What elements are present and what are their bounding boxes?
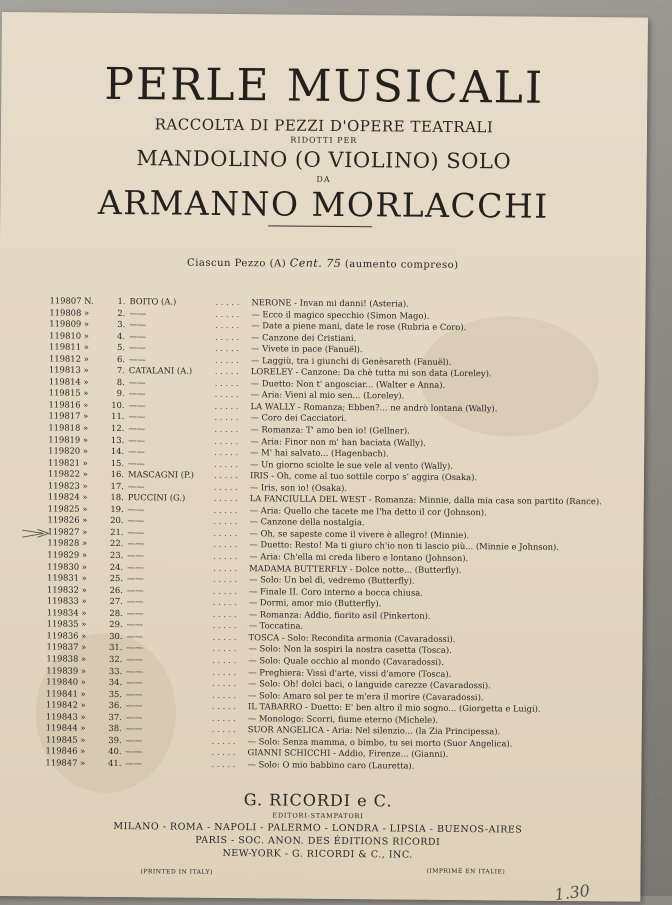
catalog-number: 26. [109, 584, 124, 595]
leader-dots: . . . . . [212, 689, 237, 700]
catalog-code: 119813 » [48, 364, 89, 376]
catalog-description: MADAMA BUTTERFLY - Dolce notte... (Butterfly). [249, 562, 462, 575]
catalog-code: 119832 » [46, 584, 87, 595]
catalog-number: 23. [109, 549, 124, 561]
catalog-description: — Finale II. Coro interno a bocca chiusa. [248, 585, 424, 598]
catalog-composer: —— [128, 411, 146, 422]
catalog-number: 12. [111, 422, 125, 434]
catalog-number: 36. [108, 700, 122, 711]
sheet-music-cover [0, 12, 648, 905]
catalog-number: 8. [116, 376, 125, 387]
leader-dots: . . . . . [212, 631, 237, 642]
leader-dots: . . . . . [214, 400, 239, 412]
catalog-composer: —— [127, 515, 145, 526]
catalog-description: GIANNI SCHICCHI - Addio, Firenze... (Gianni). [247, 747, 449, 760]
catalog-composer: —— [127, 561, 144, 572]
catalog-code: 119831 » [47, 572, 87, 583]
leader-dots: . . . . . [211, 758, 236, 769]
catalog-code: 119827 » [47, 526, 88, 537]
catalog-description: — Solo: Oh! dolci baci, o languide carezze (Cavaradossi). [248, 678, 491, 691]
catalog-number: 27. [109, 596, 123, 607]
catalog-composer: —— [128, 446, 145, 457]
leader-dots: . . . . . [214, 446, 239, 458]
catalog-number: 38. [108, 723, 122, 734]
leader-dots: . . . . . [212, 585, 237, 596]
leader-dots: . . . . . [214, 377, 239, 388]
catalog-description: — Monologo: Scorri, fiume eterno (Michele). [247, 712, 439, 725]
catalog-composer: —— [128, 434, 146, 445]
catalog-composer: —— [129, 342, 146, 353]
cities-line: PARIS - SOC. ANON. DES ÉDITIONS RICORDI [195, 834, 441, 848]
leader-dots: . . . . . [214, 458, 239, 469]
leader-dots: . . . . . [212, 620, 237, 631]
leader-dots: . . . . . [212, 643, 237, 654]
leader-dots: . . . . . [215, 308, 240, 319]
catalog-code: 119825 » [47, 503, 88, 514]
catalog-number: 34. [108, 677, 123, 688]
catalog-description: — Canzone dei Cristiani. [251, 331, 357, 343]
catalog-list [45, 295, 609, 773]
divider [268, 225, 372, 227]
leader-dots: . . . . . [212, 677, 237, 689]
catalog-code: 119815 » [48, 387, 89, 399]
catalog-description: — Un giorno sciolte le sue vele al vento (Wally). [250, 458, 454, 471]
catalog-description: — M' hai salvato... (Hagenbach). [250, 447, 389, 459]
catalog-description: NERONE - Invan mi danni! (Asteria). [251, 297, 409, 309]
catalog-code: 119839 » [46, 664, 87, 676]
catalog-composer: BOITO (A.) [129, 296, 177, 307]
catalog-number: 5. [117, 342, 126, 353]
catalog-code: 119843 » [45, 711, 86, 722]
leader-dots: . . . . . [213, 470, 238, 481]
printed-in-italy: (PRINTED IN ITALY) [140, 868, 213, 876]
leader-dots: . . . . . [214, 389, 239, 400]
catalog-code: 119841 » [46, 688, 86, 699]
catalog-code: 119842 » [45, 699, 86, 710]
catalog-code: 119821 » [48, 457, 88, 468]
price-suffix: (aumento compreso) [344, 259, 459, 271]
catalog-composer: —— [126, 619, 144, 630]
catalog-description: — Canzone della nostalgia. [249, 516, 365, 528]
leader-dots: . . . . . [212, 654, 237, 666]
catalog-description: LA FANCIULLA DEL WEST - Romanza: Minnie, dalla mia casa son partito (Rance). [249, 493, 602, 507]
leader-dots: . . . . . [212, 608, 237, 619]
catalog-composer: —— [127, 503, 145, 515]
catalog-composer: —— [125, 746, 143, 757]
publisher-name: G. RICORDI e C. [243, 790, 393, 811]
catalog-description: — Iris, son io! (Osaka). [249, 481, 348, 493]
catalog-code: 119809 » [49, 318, 90, 329]
catalog-composer: —— [126, 688, 143, 699]
leader-dots: . . . . . [215, 296, 240, 308]
catalog-code: 119807 N. [49, 295, 94, 306]
catalog-code: 119817 » [48, 410, 89, 422]
catalog-number: 40. [108, 746, 122, 757]
catalog-number: 15. [110, 457, 125, 468]
catalog-description: — Aria: Vieni al mio sen... (Loreley). [250, 389, 405, 401]
catalog-description: — Aria: Quello che tacete me l'ha detto il cor (Johnson). [249, 505, 487, 518]
catalog-composer: —— [126, 677, 143, 688]
catalog-code: 119834 » [46, 607, 87, 618]
catalog-composer: —— [129, 307, 147, 318]
catalog-description: LA WALLY - Romanza; Ebben?... ne andrò lontana (Wally). [250, 401, 498, 414]
leader-dots: . . . . . [211, 747, 236, 758]
catalog-code: 119814 » [48, 376, 89, 387]
editori-label: EDITORI-STAMPATORI [272, 811, 364, 821]
catalog-composer: —— [128, 400, 146, 411]
catalog-number: 9. [116, 388, 125, 399]
leader-dots: . . . . . [213, 481, 238, 492]
catalog-composer: PUCCINI (G.) [127, 492, 186, 503]
subtitle: RACCOLTA DI PEZZI D'OPERE TEATRALI [154, 115, 494, 137]
catalog-code: 119820 » [48, 445, 88, 456]
publisher-cities [0, 819, 641, 864]
catalog-description: — Toccatina. [248, 620, 304, 631]
leader-dots: . . . . . [211, 700, 236, 712]
catalog-number: 28. [109, 607, 123, 618]
leader-dots: . . . . . [214, 423, 239, 435]
leader-dots: . . . . . [213, 504, 238, 515]
leader-dots: . . . . . [214, 366, 239, 377]
leader-dots: . . . . . [211, 724, 236, 735]
catalog-number: 41. [108, 757, 122, 768]
catalog-composer: —— [128, 353, 146, 365]
catalog-number: 29. [109, 619, 123, 630]
catalog-composer: —— [126, 596, 144, 607]
catalog-composer: CATALANI (A.) [128, 365, 193, 376]
catalog-description: — Duetto: Non t' angosciar... (Walter e Anna). [250, 378, 446, 390]
catalog-description: TOSCA - Solo: Recondita armonia (Cavaradossi). [248, 632, 456, 644]
leader-dots: . . . . . [213, 527, 238, 539]
catalog-code: 119847 » [45, 757, 86, 768]
catalog-description: — Dormi, amor mio (Butterfly). [248, 597, 382, 609]
catalog-number: 31. [109, 642, 123, 653]
catalog-description: — Solo: Quale occhio al mondo (Cavaradossi). [248, 655, 444, 667]
catalog-number: 22. [109, 538, 124, 549]
catalog-code: 119824 » [47, 491, 88, 503]
catalog-description: — Laggiù, tra i giunchi di Genèsareth (Fanuël). [250, 354, 452, 367]
catalog-description: — Solo: Amaro sol per te m'era il morire (Cavaradossi). [248, 689, 484, 702]
imprint-note: (IMPRIMÉ EN ITALIE) [426, 867, 506, 876]
catalog-description: — Duetto: Resto! Ma ti giuro ch'io non ti lascio più... (Minnie e Johnson). [249, 539, 560, 553]
leader-dots: . . . . . [214, 435, 239, 446]
catalog-composer: —— [129, 330, 146, 341]
catalog-number: 2. [117, 307, 126, 318]
catalog-composer: —— [125, 757, 143, 769]
leader-dots: . . . . . [215, 331, 240, 342]
leader-dots: . . . . . [215, 319, 240, 331]
catalog-code: 119845 » [45, 734, 86, 745]
catalog-composer: —— [128, 388, 146, 399]
leader-dots: . . . . . [215, 343, 240, 354]
catalog-description: IL TABARRO - Duetto: E' ben altro il mio sogno... (Giorgetta e Luigi). [247, 701, 541, 714]
catalog-description: — Romanza: T' amo ben io! (Gellner). [250, 424, 410, 436]
leader-dots: . . . . . [212, 597, 237, 608]
catalog-code: 119837 » [46, 641, 87, 653]
leader-dots: . . . . . [214, 354, 239, 365]
catalog-composer: —— [126, 654, 144, 665]
catalog-number: 32. [108, 653, 123, 665]
catalog-code: 119819 » [48, 433, 89, 445]
catalog-description: LORELEY - Canzone: Da chè tutta mi son data (Loreley). [250, 366, 492, 379]
catalog-number: 24. [109, 561, 124, 572]
catalog-number: 33. [108, 665, 123, 676]
catalog-code: 119830 » [47, 560, 87, 572]
catalog-number: 37. [108, 711, 122, 722]
catalog-description: — Aria: Finor non m' han baciata (Wally). [250, 435, 426, 448]
cities-line: MILANO - ROMA - NAPOLI - PALERMO - LONDRA - LIPSIA - BUENOS-AIRES [113, 821, 523, 836]
catalog-code: 119833 » [46, 595, 87, 606]
catalog-composer: —— [127, 527, 145, 538]
catalog-number: 30. [109, 630, 123, 641]
leader-dots: . . . . . [213, 562, 238, 573]
catalog-code: 119836 » [46, 630, 87, 641]
catalog-code: 119808 » [49, 306, 90, 318]
price-cent: Cent. 75 [289, 256, 342, 270]
catalog-number: 19. [110, 503, 124, 514]
catalog-composer: —— [125, 734, 143, 746]
catalog-composer: —— [128, 423, 146, 434]
catalog-description: — Romanza: Addio, fiorito asil (Pinkerton). [248, 608, 431, 621]
pencil-price-note: 1.30 [553, 880, 592, 905]
catalog-code: 119811 » [49, 341, 89, 352]
leader-dots: . . . . . [213, 539, 238, 550]
cities-line: NEW-YORK - G. RICORDI & C., INC. [222, 847, 413, 861]
pencil-arrow-icon [21, 527, 51, 539]
catalog-composer: —— [126, 584, 144, 595]
catalog-number: 11. [111, 411, 125, 422]
catalog-description: IRIS - Oh, come al tuo sottile corpo s' aggira (Osaka). [249, 470, 478, 483]
catalog-number: 39. [108, 734, 122, 745]
catalog-composer: —— [127, 573, 144, 584]
catalog-number: 20. [110, 515, 124, 526]
catalog-description: — Solo: Senza mamma, o bimbo, tu sei morto (Suor Angelica). [247, 735, 513, 749]
catalog-number: 6. [116, 353, 126, 364]
catalog-composer: —— [126, 630, 144, 642]
catalog-number: 16. [110, 469, 125, 480]
composer-name: ARMANNO MORLACCHI [97, 182, 549, 226]
leader-dots: . . . . . [211, 712, 236, 723]
catalog-composer: —— [127, 538, 145, 549]
catalog-composer: —— [128, 457, 145, 468]
ridotti-label: RIDOTTI PER [290, 135, 358, 146]
catalog-code: 119828 » [47, 537, 88, 549]
catalog-composer: —— [126, 665, 144, 676]
page-title: PERLE MUSICALI [104, 58, 545, 114]
catalog-code: 119822 » [47, 468, 88, 479]
catalog-number: 18. [110, 492, 124, 503]
catalog-description: — Solo: Non la sospiri la nostra casetta (Tosca). [248, 643, 452, 656]
catalog-code: 119844 » [45, 722, 86, 733]
catalog-description: — Date a piene mani, date le rose (Rubria e Coro). [251, 320, 467, 333]
catalog-number: 3. [117, 319, 126, 330]
catalog-description: — Oh, se sapeste come il vivere è allegro! (Minnie). [249, 528, 470, 541]
catalog-composer: —— [125, 723, 143, 734]
catalog-composer: —— [126, 642, 144, 653]
catalog-description: — Aria: Ch'ella mi creda libero e lontano (Johnson). [249, 551, 469, 564]
leader-dots: . . . . . [213, 573, 238, 585]
catalog-code: 119818 » [48, 422, 89, 433]
catalog-description: — Coro dei Cacciatori. [250, 412, 347, 424]
catalog-number: 35. [108, 688, 123, 699]
catalog-code: 119816 » [48, 399, 89, 410]
catalog-composer: —— [128, 376, 146, 388]
catalog-code: 119846 » [45, 745, 86, 757]
catalog-number: 1. [117, 296, 126, 307]
catalog-description: — Preghiera: Vissi d'arte, vissi d'amore (Tosca). [248, 666, 452, 679]
catalog-number: 13. [110, 434, 125, 445]
da-label: DA [316, 174, 331, 184]
catalog-description: — Solo: O mio babbino caro (Lauretta). [247, 759, 415, 771]
leader-dots: . . . . . [214, 412, 239, 423]
catalog-code: 119840 » [46, 676, 86, 687]
leader-dots: . . . . . [213, 550, 238, 562]
catalog-composer: —— [125, 700, 143, 711]
catalog-composer: MASCAGNI (P.) [127, 469, 194, 480]
catalog-number: 7. [116, 365, 125, 376]
price-prefix: Ciascun Pezzo (A) [187, 257, 287, 270]
catalog-code: 119826 » [47, 514, 88, 526]
catalog-number: 4. [117, 330, 126, 341]
catalog-number: 21. [110, 526, 124, 538]
catalog-number: 17. [110, 480, 124, 491]
catalog-code: 119838 » [46, 653, 87, 664]
leader-dots: . . . . . [212, 666, 237, 677]
catalog-composer: —— [125, 711, 143, 722]
price-line [0, 254, 646, 273]
catalog-composer: —— [126, 607, 144, 619]
leader-dots: . . . . . [213, 493, 238, 504]
catalog-number: 10. [111, 399, 125, 411]
catalog-description: SUOR ANGELICA - Aria: Nel silenzio... (la Zia Principessa). [247, 724, 501, 737]
leader-dots: . . . . . [213, 516, 238, 527]
leader-dots: . . . . . [211, 735, 236, 746]
catalog-composer: —— [127, 550, 145, 561]
instrument-line: MANDOLINO (O VIOLINO) SOLO [136, 146, 512, 174]
catalog-composer: —— [129, 319, 147, 330]
catalog-code: 119829 » [47, 549, 88, 560]
catalog-number: 14. [110, 446, 125, 457]
catalog-code: 119810 » [49, 330, 89, 341]
catalog-description: — Solo: Un bel dì, vedremo (Butterfly). [249, 574, 415, 586]
catalog-code: 119812 » [48, 353, 89, 364]
catalog-code: 119823 » [47, 480, 88, 491]
catalog-code: 119835 » [46, 618, 87, 630]
catalog-description: — Vivete in pace (Fanuël). [251, 343, 363, 355]
catalog-composer: —— [127, 480, 145, 492]
catalog-number: 25. [109, 573, 124, 584]
catalog-description: — Ecco il magico specchio (Simon Mago). [251, 308, 430, 321]
